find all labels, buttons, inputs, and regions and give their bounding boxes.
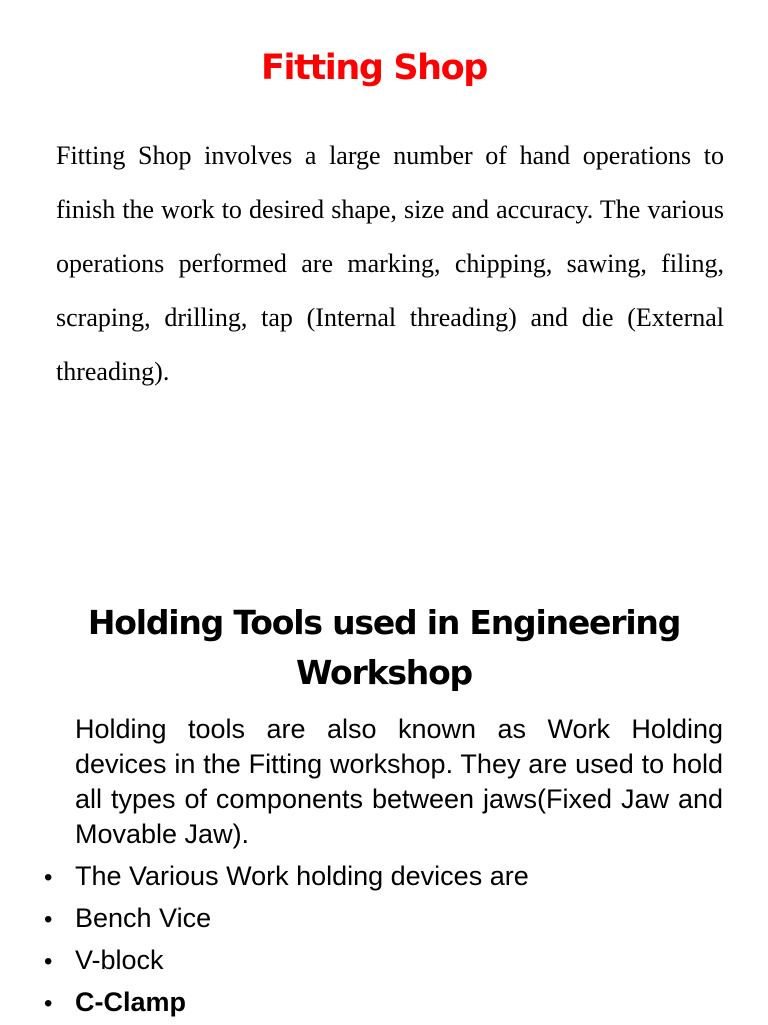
holding-tools-title: Holding Tools used in Engineering Workshop: [87, 603, 681, 692]
list-item-text: The Various Work holding devices are: [75, 861, 529, 891]
fitting-shop-description: Fitting Shop involves a large number of hand operations to finish the work to desired shape, size and accuracy. The various operations performed are marking, chipping, sawing, filing, scraping, drilling, tap (Internal threading) and die (External threading).: [56, 141, 724, 386]
bullet-icon: •: [44, 906, 53, 933]
list-item-bench-vice: [44, 897, 724, 939]
list-item-text: Bench Vice: [75, 903, 212, 933]
fitting-shop-title: Fitting Shop: [261, 48, 487, 88]
bullet-icon: •: [44, 990, 53, 1017]
list-item-text: V-block: [75, 945, 164, 975]
list-item-work-holding-devices: [44, 855, 724, 897]
work-holding-devices-list: [44, 855, 724, 1023]
bullet-icon: •: [44, 864, 53, 891]
bullet-icon: •: [44, 948, 53, 975]
list-item-text: C-Clamp: [75, 987, 187, 1017]
list-item-c-clamp: [44, 981, 724, 1023]
holding-tools-intro: Holding tools are also known as Work Holding devices in the Fitting workshop. They are used to hold all types of components between jaws(Fixed Jaw and Movable Jaw).: [75, 714, 723, 849]
list-item-v-block: [44, 939, 724, 981]
